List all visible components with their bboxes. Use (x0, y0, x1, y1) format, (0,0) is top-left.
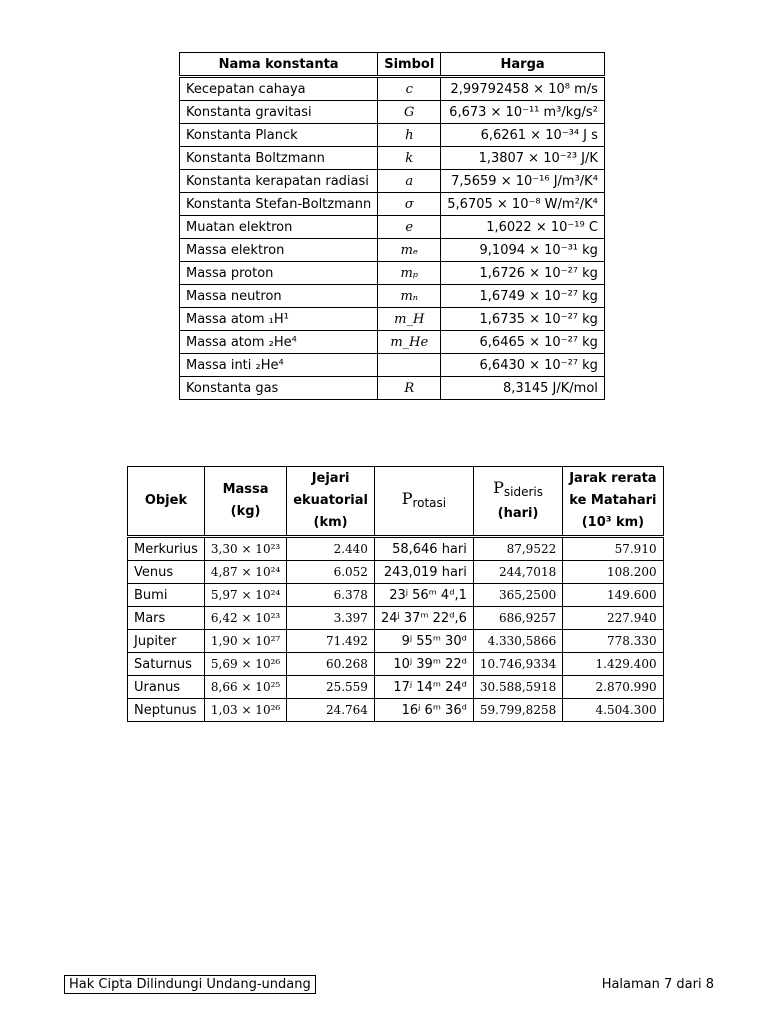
constant-symbol: e (378, 216, 441, 239)
planet-radius: 60.268 (287, 653, 375, 676)
constant-value: 7,5659 × 10⁻¹⁶ J/m³/K⁴ (441, 170, 605, 193)
planet-radius: 71.492 (287, 630, 375, 653)
planet-mass: 1,03 × 10²⁶ (204, 699, 286, 722)
constant-name: Kecepatan cahaya (180, 77, 378, 101)
constant-name: Konstanta gas (180, 377, 378, 400)
planet-row (128, 699, 664, 722)
planet-mass: 6,42 × 10²³ (204, 607, 286, 630)
col-jejari: Jejari ekuatorial (km) (287, 467, 375, 537)
constant-name: Massa elektron (180, 239, 378, 262)
planet-distance: 2.870.990 (563, 676, 663, 699)
col-psideris: Psideris (hari) (473, 467, 562, 537)
planet-distance: 149.600 (563, 584, 663, 607)
constant-symbol: a (378, 170, 441, 193)
constant-value: 6,6261 × 10⁻³⁴ J s (441, 124, 605, 147)
page-number: Halaman 7 dari 8 (601, 977, 714, 992)
planet-row (128, 607, 664, 630)
constant-name: Massa neutron (180, 285, 378, 308)
planet-distance: 227.940 (563, 607, 663, 630)
constant-row (180, 101, 605, 124)
constant-symbol: h (378, 124, 441, 147)
planet-row (128, 584, 664, 607)
constant-symbol: mₑ (378, 239, 441, 262)
planet-distance: 778.330 (563, 630, 663, 653)
constant-symbol (378, 354, 441, 377)
constant-value: 5,6705 × 10⁻⁸ W/m²/K⁴ (441, 193, 605, 216)
planet-radius: 25.559 (287, 676, 375, 699)
planet-rotation-period: 58,646 hari (374, 537, 473, 561)
col-nama-konstanta: Nama konstanta (180, 53, 378, 77)
planet-row (128, 537, 664, 561)
planet-sidereal-period: 59.799,8258 (473, 699, 562, 722)
constant-symbol: G (378, 101, 441, 124)
constant-name: Muatan elektron (180, 216, 378, 239)
constant-name: Massa proton (180, 262, 378, 285)
planet-rotation-period: 10ʲ 39ᵐ 22ᵈ (374, 653, 473, 676)
constant-name: Konstanta kerapatan radiasi (180, 170, 378, 193)
constant-name: Massa inti ₂He⁴ (180, 354, 378, 377)
planet-mass: 4,87 × 10²⁴ (204, 561, 286, 584)
planet-rotation-period: 243,019 hari (374, 561, 473, 584)
constants-table-body (180, 77, 605, 400)
planet-row (128, 630, 664, 653)
planet-radius: 24.764 (287, 699, 375, 722)
planet-distance: 1.429.400 (563, 653, 663, 676)
constant-value: 1,6749 × 10⁻²⁷ kg (441, 285, 605, 308)
constant-symbol: m_H (378, 308, 441, 331)
constant-row (180, 377, 605, 400)
constant-row (180, 124, 605, 147)
col-simbol: Simbol (378, 53, 441, 77)
planet-rotation-period: 16ʲ 6ᵐ 36ᵈ (374, 699, 473, 722)
constant-row (180, 354, 605, 377)
col-objek: Objek (128, 467, 205, 537)
constant-value: 6,6465 × 10⁻²⁷ kg (441, 331, 605, 354)
constant-value: 1,6022 × 10⁻¹⁹ C (441, 216, 605, 239)
constant-value: 6,6430 × 10⁻²⁷ kg (441, 354, 605, 377)
copyright-notice: Hak Cipta Dilindungi Undang-undang (64, 975, 316, 994)
constant-symbol: c (378, 77, 441, 101)
constant-name: Konstanta gravitasi (180, 101, 378, 124)
constant-name: Massa atom ₁H¹ (180, 308, 378, 331)
constant-name: Konstanta Boltzmann (180, 147, 378, 170)
constant-value: 1,3807 × 10⁻²³ J/K (441, 147, 605, 170)
planet-name: Neptunus (128, 699, 205, 722)
planet-sidereal-period: 30.588,5918 (473, 676, 562, 699)
planet-sidereal-period: 4.330,5866 (473, 630, 562, 653)
constant-symbol: m_He (378, 331, 441, 354)
constants-table (179, 52, 605, 400)
planet-radius: 6.378 (287, 584, 375, 607)
planet-radius: 3.397 (287, 607, 375, 630)
planet-sidereal-period: 87,9522 (473, 537, 562, 561)
constant-row (180, 77, 605, 101)
planets-table-body (128, 537, 664, 722)
planet-name: Bumi (128, 584, 205, 607)
col-massa: Massa (kg) (204, 467, 286, 537)
planet-mass: 8,66 × 10²⁵ (204, 676, 286, 699)
planet-name: Uranus (128, 676, 205, 699)
constant-symbol: mₚ (378, 262, 441, 285)
constant-symbol: σ (378, 193, 441, 216)
planet-rotation-period: 23ʲ 56ᵐ 4ᵈ,1 (374, 584, 473, 607)
planet-mass: 5,69 × 10²⁶ (204, 653, 286, 676)
planet-row (128, 676, 664, 699)
constant-name: Konstanta Planck (180, 124, 378, 147)
planet-rotation-period: 17ʲ 14ᵐ 24ᵈ (374, 676, 473, 699)
constant-name: Konstanta Stefan-Boltzmann (180, 193, 378, 216)
planet-radius: 6.052 (287, 561, 375, 584)
constant-symbol: R (378, 377, 441, 400)
constant-value: 6,673 × 10⁻¹¹ m³/kg/s² (441, 101, 605, 124)
planet-rotation-period: 9ʲ 55ᵐ 30ᵈ (374, 630, 473, 653)
planet-mass: 5,97 × 10²⁴ (204, 584, 286, 607)
constant-row (180, 308, 605, 331)
planets-header-row (128, 467, 664, 537)
col-protasi: Protasi (374, 467, 473, 537)
planets-table (127, 466, 664, 722)
constant-row (180, 285, 605, 308)
planet-sidereal-period: 365,2500 (473, 584, 562, 607)
constant-name: Massa atom ₂He⁴ (180, 331, 378, 354)
planet-sidereal-period: 244,7018 (473, 561, 562, 584)
constant-symbol: mₙ (378, 285, 441, 308)
planet-name: Mars (128, 607, 205, 630)
constants-header-row (180, 53, 605, 77)
planet-mass: 1,90 × 10²⁷ (204, 630, 286, 653)
planet-rotation-period: 24ʲ 37ᵐ 22ᵈ,6 (374, 607, 473, 630)
planet-name: Venus (128, 561, 205, 584)
constant-value: 8,3145 J/K/mol (441, 377, 605, 400)
constant-row (180, 193, 605, 216)
constant-row (180, 216, 605, 239)
planet-row (128, 561, 664, 584)
planet-name: Saturnus (128, 653, 205, 676)
planet-row (128, 653, 664, 676)
constant-value: 1,6726 × 10⁻²⁷ kg (441, 262, 605, 285)
planet-sidereal-period: 10.746,9334 (473, 653, 562, 676)
planet-distance: 57.910 (563, 537, 663, 561)
constant-symbol: k (378, 147, 441, 170)
col-jarak: Jarak rerata ke Matahari (10³ km) (563, 467, 663, 537)
planet-mass: 3,30 × 10²³ (204, 537, 286, 561)
planet-name: Merkurius (128, 537, 205, 561)
planet-radius: 2.440 (287, 537, 375, 561)
constant-row (180, 331, 605, 354)
planet-name: Jupiter (128, 630, 205, 653)
col-harga: Harga (441, 53, 605, 77)
planet-sidereal-period: 686,9257 (473, 607, 562, 630)
constant-row (180, 262, 605, 285)
constant-value: 1,6735 × 10⁻²⁷ kg (441, 308, 605, 331)
constant-row (180, 147, 605, 170)
planet-distance: 108.200 (563, 561, 663, 584)
constant-row (180, 170, 605, 193)
constant-value: 2,99792458 × 10⁸ m/s (441, 77, 605, 101)
constant-value: 9,1094 × 10⁻³¹ kg (441, 239, 605, 262)
planet-distance: 4.504.300 (563, 699, 663, 722)
constant-row (180, 239, 605, 262)
